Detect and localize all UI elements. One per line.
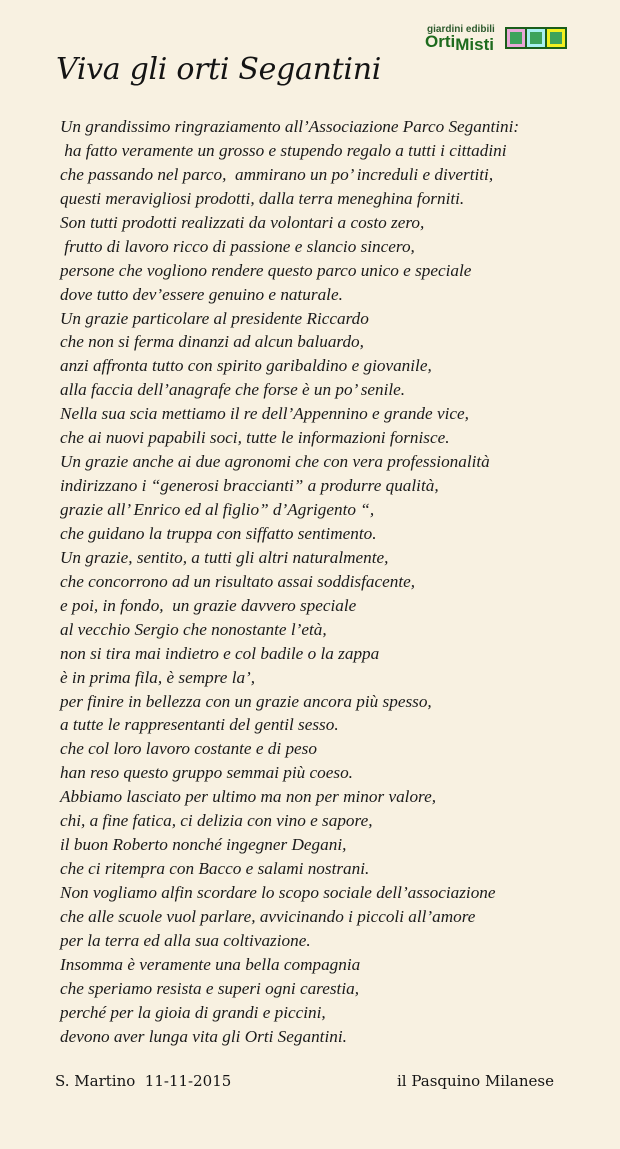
- poem-line: Abbiamo lasciato per ultimo ma non per minor valore,: [60, 787, 437, 807]
- poem-line: per la terra ed alla sua coltivazione.: [60, 930, 311, 950]
- poem-line: che ci ritempra con Bacco e salami nostrani.: [60, 859, 370, 879]
- poem-line: che guidano la truppa con siffatto sentimento.: [60, 523, 377, 543]
- logo-name: [425, 32, 494, 54]
- page-title: Viva gli orti Segantini: [56, 52, 382, 87]
- pink-square-icon: [507, 29, 525, 47]
- yellow-square-icon: [547, 29, 565, 47]
- logo-name-misti: Misti: [455, 35, 494, 54]
- logo-name-orti: Orti: [425, 32, 456, 51]
- poem-line: che alle scuole vuol parlare, avvicinando i piccoli all’amore: [60, 906, 476, 926]
- poem-line: che non si ferma dinanzi ad alcun baluardo,: [60, 332, 364, 352]
- poem-line: Insomma è veramente una bella compagnia: [60, 954, 361, 974]
- poem-line: Non vogliamo alfin scordare lo scopo sociale dell’associazione: [60, 883, 496, 902]
- poem-line: che passando nel parco, ammirano un po’ increduli e divertiti,: [60, 164, 494, 184]
- poem-line: a tutte le rappresentanti del gentil sesso.: [60, 715, 339, 735]
- poem-line: è in prima fila, è sempre la’,: [60, 667, 256, 687]
- poem-line: Un grandissimo ringraziamento all’Associazione Parco Segantini:: [60, 117, 520, 136]
- poem-line: Nella sua scia mettiamo il re dell’Appennino e grande vice,: [60, 404, 469, 424]
- poem-line: frutto di lavoro ricco di passione e slancio sincero,: [60, 236, 415, 256]
- poem-line: perché per la gioia di grandi e piccini,: [60, 1002, 326, 1022]
- poem-line: Un grazie anche ai due agronomi che con vera professionalità: [60, 452, 490, 472]
- poem-line: ha fatto veramente un grosso e stupendo regalo a tutti i cittadini: [60, 140, 507, 160]
- poem-line: che speriamo resista e superi ogni carestia,: [60, 978, 359, 998]
- poem-line: Son tutti prodotti realizzati da volontari a costo zero,: [60, 212, 425, 232]
- poem-line: anzi affronta tutto con spirito garibaldino e giovanile,: [60, 356, 432, 376]
- poem-line: alla faccia dell’anagrafe che forse è un po’ senile.: [60, 380, 406, 400]
- poem-line: dove tutto dev’essere genuino e naturale.: [60, 284, 343, 304]
- poem-line: non si tira mai indietro e col badile o la zappa: [60, 643, 380, 663]
- poem-line: persone che vogliono rendere questo parco unico e speciale: [60, 260, 472, 280]
- poem-line: che concorrono ad un risultato assai soddisfacente,: [60, 571, 416, 591]
- logo-squares-icon: [505, 27, 567, 49]
- poem-line: al vecchio Sergio che nonostante l’età,: [60, 619, 327, 639]
- poem-body: [60, 115, 519, 1049]
- poem-line: il buon Roberto nonché ingegner Degani,: [60, 835, 347, 855]
- poem-line: grazie all’ Enrico ed al figlio” d’Agrigento “,: [60, 500, 375, 519]
- poem-line: e poi, in fondo, un grazie davvero speciale: [60, 595, 357, 615]
- poem-line: devono aver lunga vita gli Orti Segantini.: [60, 1026, 347, 1046]
- signature-author: il Pasquino Milanese: [397, 1072, 554, 1090]
- ortimisti-logo: [424, 23, 580, 53]
- poem-line: han reso questo gruppo semmai più coeso.: [60, 763, 353, 783]
- poem-line: che ai nuovi papabili soci, tutte le informazioni fornisce.: [60, 428, 450, 448]
- poem-line: indirizzano i “generosi braccianti” a produrre qualità,: [60, 476, 439, 496]
- poem-line: questi meravigliosi prodotti, dalla terra meneghina forniti.: [60, 188, 465, 208]
- poem-line: Un grazie particolare al presidente Riccardo: [60, 308, 369, 328]
- signature-place-date: S. Martino 11-11-2015: [55, 1072, 232, 1090]
- poem-line: per finire in bellezza con un grazie ancora più spesso,: [60, 691, 432, 711]
- poem-line: chi, a fine fatica, ci delizia con vino e sapore,: [60, 811, 373, 831]
- poem-line: che col loro lavoro costante e di peso: [60, 739, 317, 759]
- cyan-square-icon: [527, 29, 545, 47]
- logo-tagline: giardini edibili: [427, 24, 495, 35]
- poem-line: Un grazie, sentito, a tutti gli altri naturalmente,: [60, 547, 389, 567]
